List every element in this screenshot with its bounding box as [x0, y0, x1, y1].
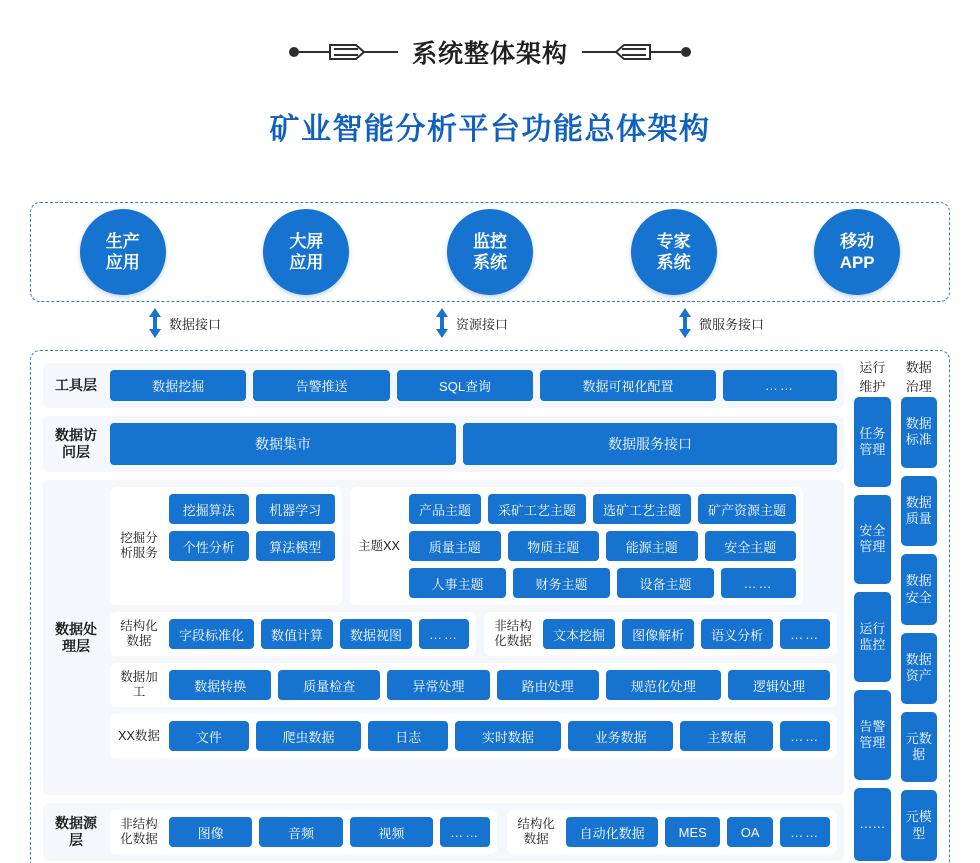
unstructured-data-block — [484, 612, 837, 656]
ops-chip-security-management[interactable]: 安全管理 — [854, 495, 890, 585]
unstructured-chip-semantic-analysis[interactable]: 语义分析 — [701, 619, 773, 649]
mining-chip-machine-learning[interactable]: 机器学习 — [256, 494, 336, 524]
source-chip-audio[interactable]: 音频 — [259, 817, 342, 847]
theme-chip-safety[interactable]: 安全主题 — [705, 531, 797, 561]
gov-chip-data-standard[interactable]: 数据标准 — [901, 397, 937, 468]
process-middle-split — [110, 612, 837, 656]
access-chip-data-service-api[interactable]: 数据服务接口 — [463, 423, 837, 465]
ops-chip-task-management[interactable]: 任务管理 — [854, 397, 890, 487]
xx-chip-file[interactable]: 文件 — [169, 721, 249, 751]
theme-chip-quality[interactable]: 质量主题 — [409, 531, 501, 561]
application-layer — [30, 202, 950, 302]
theme-chip-mineral-resources[interactable]: 矿产资源主题 — [698, 494, 796, 524]
theme-chip-material[interactable]: 物质主题 — [508, 531, 600, 561]
mining-analysis-block — [110, 487, 342, 605]
banner-title: 系统整体架构 — [411, 40, 568, 68]
app-node-label-line1: 大屏 — [289, 231, 324, 251]
source-unstructured-group — [110, 810, 497, 854]
mining-chip-algorithm[interactable]: 挖掘算法 — [169, 494, 249, 524]
app-node-mobile[interactable] — [814, 209, 900, 295]
processing-chip-data-transform[interactable]: 数据转换 — [169, 670, 271, 700]
connector-label: 数据接口 — [169, 316, 222, 332]
tool-layer-label: 工具层 — [55, 377, 97, 394]
app-node-label-line2: APP — [839, 253, 875, 272]
ops-column — [854, 360, 890, 861]
xx-chip-crawler-data[interactable]: 爬虫数据 — [256, 721, 362, 751]
processing-chip-exception-handling[interactable]: 异常处理 — [387, 670, 489, 700]
architecture-diagram — [0, 34, 980, 863]
source-unstructured-label: 非结构化数据 — [120, 817, 158, 846]
xx-chip-more[interactable]: …… — [780, 721, 830, 751]
tool-layer — [43, 363, 844, 408]
theme-block-label: 主题XX — [358, 538, 400, 553]
tool-chip-visualization-config[interactable]: 数据可视化配置 — [540, 370, 715, 401]
processing-chip-normalization[interactable]: 规范化处理 — [606, 670, 721, 700]
tool-chip-alarm-push[interactable]: 告警推送 — [253, 370, 389, 401]
source-chip-mes[interactable]: MES — [665, 817, 720, 847]
mining-chip-personalized-analysis[interactable]: 个性分析 — [169, 531, 249, 561]
gov-chip-data-security[interactable]: 数据安全 — [901, 554, 937, 625]
xx-chip-master-data[interactable]: 主数据 — [680, 721, 773, 751]
double-arrow-icon — [678, 308, 692, 338]
ops-column-title: 运行维护 — [859, 360, 886, 394]
gov-chip-data-assets[interactable]: 数据资产 — [901, 633, 937, 704]
connector-resource-interface — [435, 308, 508, 338]
ops-chip-runtime-monitoring[interactable]: 运行监控 — [854, 592, 890, 682]
theme-chip-mining-process[interactable]: 采矿工艺主题 — [488, 494, 586, 524]
app-node-bigscreen[interactable] — [263, 209, 349, 295]
xx-chip-business-data[interactable]: 业务数据 — [568, 721, 674, 751]
data-processing-label: 数据加工 — [120, 670, 158, 699]
app-node-label-line2: 应用 — [289, 253, 324, 272]
app-node-label-line1: 专家 — [656, 231, 691, 251]
page-title: 矿业智能分析平台功能总体架构 — [269, 113, 711, 146]
theme-chip-energy[interactable]: 能源主题 — [606, 531, 698, 561]
structured-chip-more[interactable]: …… — [419, 619, 469, 649]
banner — [0, 34, 980, 70]
theme-chip-beneficiation-process[interactable]: 选矿工艺主题 — [593, 494, 691, 524]
unstructured-chip-text-mining[interactable]: 文本挖掘 — [543, 619, 615, 649]
ornament-left-icon — [288, 39, 398, 65]
tool-chip-more[interactable]: …… — [723, 370, 837, 401]
double-arrow-icon — [435, 308, 449, 338]
source-structured-label: 结构化数据 — [517, 817, 555, 846]
process-top-split — [110, 487, 837, 605]
tool-chip-data-mining[interactable]: 数据挖掘 — [110, 370, 246, 401]
ops-chip-alarm-management[interactable]: 告警管理 — [854, 690, 890, 780]
governance-column — [901, 360, 937, 861]
app-node-label-line2: 应用 — [105, 253, 140, 272]
data-access-layer — [43, 416, 844, 472]
connector-label: 微服务接口 — [699, 316, 765, 332]
theme-chip-hr[interactable]: 人事主题 — [409, 568, 506, 598]
theme-block — [350, 487, 803, 605]
xx-data-label: XX数据 — [118, 728, 160, 743]
source-chip-image[interactable]: 图像 — [169, 817, 252, 847]
processing-chip-logic-handling[interactable]: 逻辑处理 — [728, 670, 830, 700]
platform-container — [30, 350, 950, 863]
theme-chip-more[interactable]: …… — [721, 568, 796, 598]
connector-microservice-interface — [678, 308, 764, 338]
tool-chip-sql-query[interactable]: SQL查询 — [397, 370, 533, 401]
processing-chip-routing[interactable]: 路由处理 — [497, 670, 599, 700]
unstructured-chip-image-parsing[interactable]: 图像解析 — [622, 619, 694, 649]
xx-data-block — [110, 714, 837, 758]
gov-chip-data-quality[interactable]: 数据质量 — [901, 476, 937, 547]
gov-chip-meta-model[interactable]: 元模型 — [901, 790, 937, 861]
app-node-production[interactable] — [80, 209, 166, 295]
data-access-layer-label: 数据访问层 — [55, 427, 97, 460]
source-chip-structured-more[interactable]: …… — [780, 817, 830, 847]
app-node-label-line1: 移动 — [840, 231, 875, 251]
app-node-label-line2: 系统 — [472, 253, 507, 272]
mining-chip-algorithm-model[interactable]: 算法模型 — [256, 531, 336, 561]
data-source-layer — [43, 803, 844, 861]
app-node-label-line1: 生产 — [105, 231, 140, 251]
structured-data-block — [110, 612, 476, 656]
connector-group — [30, 306, 950, 346]
source-structured-group — [507, 810, 837, 854]
source-chip-oa[interactable]: OA — [727, 817, 773, 847]
unstructured-chip-more[interactable]: …… — [780, 619, 830, 649]
ornament-right-icon — [582, 39, 692, 65]
ops-chip-more[interactable]: …… — [854, 788, 890, 861]
structured-chip-data-view[interactable]: 数据视图 — [340, 619, 412, 649]
data-process-layer-label: 数据处理层 — [55, 620, 97, 654]
structured-data-label: 结构化数据 — [120, 619, 158, 648]
theme-chip-finance[interactable]: 财务主题 — [513, 568, 610, 598]
data-process-layer — [43, 480, 844, 795]
double-arrow-icon — [148, 308, 162, 338]
data-processing-block — [110, 663, 837, 707]
xx-chip-realtime-data[interactable]: 实时数据 — [455, 721, 561, 751]
app-node-expert[interactable] — [631, 209, 717, 295]
unstructured-data-label: 非结构化数据 — [494, 619, 532, 648]
platform-main-column — [43, 363, 844, 861]
data-source-layer-label: 数据源层 — [55, 815, 97, 848]
connector-label: 资源接口 — [456, 316, 509, 332]
source-chip-video[interactable]: 视频 — [350, 817, 433, 847]
source-chip-automation-data[interactable]: 自动化数据 — [566, 817, 658, 847]
structured-chip-field-standardization[interactable]: 字段标准化 — [169, 619, 254, 649]
app-node-label-line1: 监控 — [472, 231, 507, 251]
gov-chip-metadata[interactable]: 元数据 — [901, 712, 937, 783]
app-node-monitoring[interactable] — [447, 209, 533, 295]
processing-chip-quality-check[interactable]: 质量检查 — [278, 670, 380, 700]
structured-chip-numeric-calculation[interactable]: 数值计算 — [261, 619, 333, 649]
connector-data-interface — [148, 308, 221, 338]
source-chip-unstructured-more[interactable]: …… — [440, 817, 490, 847]
access-chip-data-mart[interactable]: 数据集市 — [110, 423, 456, 465]
app-node-label-line2: 系统 — [656, 253, 691, 272]
governance-column-title: 数据治理 — [905, 360, 932, 394]
theme-chip-product[interactable]: 产品主题 — [409, 494, 481, 524]
mining-analysis-label: 挖掘分析服务 — [120, 531, 158, 560]
theme-chip-equipment[interactable]: 设备主题 — [617, 568, 714, 598]
xx-chip-logs[interactable]: 日志 — [368, 721, 448, 751]
